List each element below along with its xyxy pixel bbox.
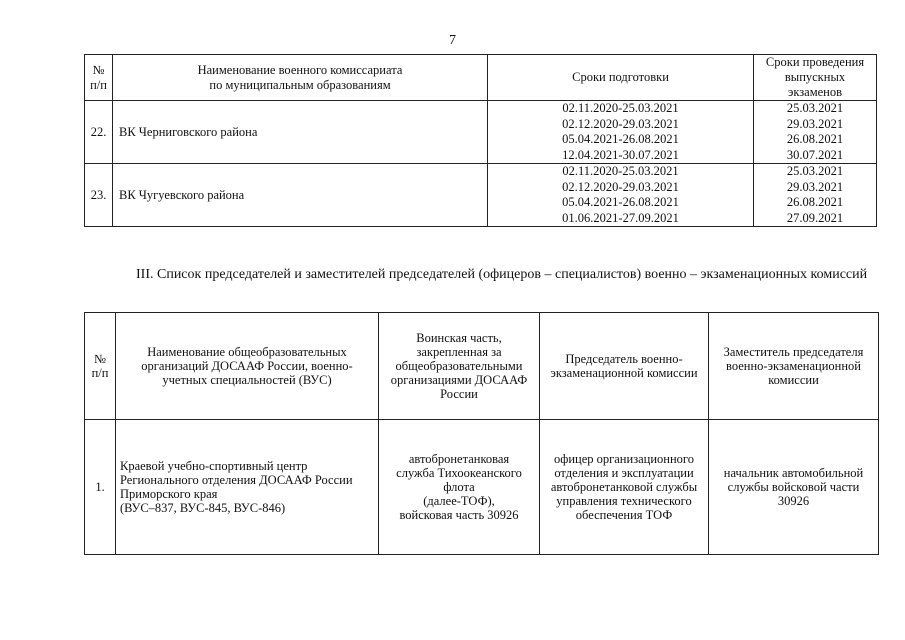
- exam-dates: [754, 164, 877, 227]
- organization-name: Краевой учебно-спортивный центр Регионального отделения ДОСААФ России Приморского края (ВУС–837, ВУС-845, ВУС-846): [116, 420, 379, 555]
- section-heading: III. Список председателей и заместителей председателей (офицеров – специалистов) военно – экзаменационных комиссий: [136, 267, 868, 282]
- header-exam-dates: Сроки проведения выпускных экзаменов: [754, 55, 877, 101]
- chairman: офицер организационного отделения и эксплуатации автобронетанковой службы управления технического обеспечения ТОФ: [540, 420, 709, 555]
- header-number: № п/п: [85, 313, 116, 420]
- exam-date: 25.03.2021: [786, 101, 844, 115]
- header-chairman: Председатель военно- экзаменационной комиссии: [540, 313, 709, 420]
- header-deputy-chairman: Заместитель председателя военно-экзаменационной комиссии: [709, 313, 879, 420]
- row-number: 22.: [85, 101, 113, 164]
- date-range: 02.12.2020-29.03.2021: [562, 179, 679, 194]
- date-range: 05.04.2021-26.08.2021: [562, 195, 679, 209]
- exam-dates: [754, 101, 877, 164]
- table-header-row: [85, 313, 879, 420]
- commissariat-name: ВК Чугуевского района: [113, 164, 488, 227]
- exam-date: 29.03.2021: [786, 179, 844, 194]
- exam-date: 27.09.2021: [786, 210, 844, 225]
- header-commissariat-name: Наименование военного комиссариата по муниципальным образованиям: [113, 55, 488, 101]
- header-preparation-dates: Сроки подготовки: [488, 55, 754, 101]
- military-unit: автобронетанковая служба Тихоокеанского флота (далее-ТОФ), войсковая часть 30926: [379, 420, 540, 555]
- exam-date: 25.03.2021: [786, 164, 844, 178]
- table-row: [85, 164, 877, 227]
- table-row: [85, 420, 879, 555]
- commissariat-name: ВК Черниговского района: [113, 101, 488, 164]
- header-number: № п/п: [85, 55, 113, 101]
- deadlines-table: [84, 54, 877, 227]
- date-range: 05.04.2021-26.08.2021: [562, 132, 679, 146]
- date-range: 02.12.2020-29.03.2021: [562, 116, 679, 131]
- header-military-unit: Воинская часть, закрепленная за общеобразовательными организациями ДОСААФ России: [379, 313, 540, 420]
- commission-chairs-table: [84, 312, 879, 555]
- row-number: 1.: [85, 420, 116, 555]
- date-range: 02.11.2020-25.03.2021: [562, 101, 679, 115]
- date-range: 02.11.2020-25.03.2021: [562, 164, 679, 178]
- exam-date: 26.08.2021: [786, 195, 844, 209]
- preparation-dates: [488, 101, 754, 164]
- page-number: 7: [449, 33, 456, 48]
- exam-date: 29.03.2021: [786, 116, 844, 131]
- deputy-chairman: начальник автомобильной службы войсковой части 30926: [709, 420, 879, 555]
- exam-date: 26.08.2021: [786, 132, 844, 146]
- table-header-row: [85, 55, 877, 101]
- table-row: [85, 101, 877, 164]
- header-organization: Наименование общеобразовательных организаций ДОСААФ России, военно- учетных специальностей (ВУС): [116, 313, 379, 420]
- preparation-dates: [488, 164, 754, 227]
- date-range: 12.04.2021-30.07.2021: [562, 147, 679, 162]
- date-range: 01.06.2021-27.09.2021: [562, 210, 679, 225]
- row-number: 23.: [85, 164, 113, 227]
- exam-date: 30.07.2021: [786, 147, 844, 162]
